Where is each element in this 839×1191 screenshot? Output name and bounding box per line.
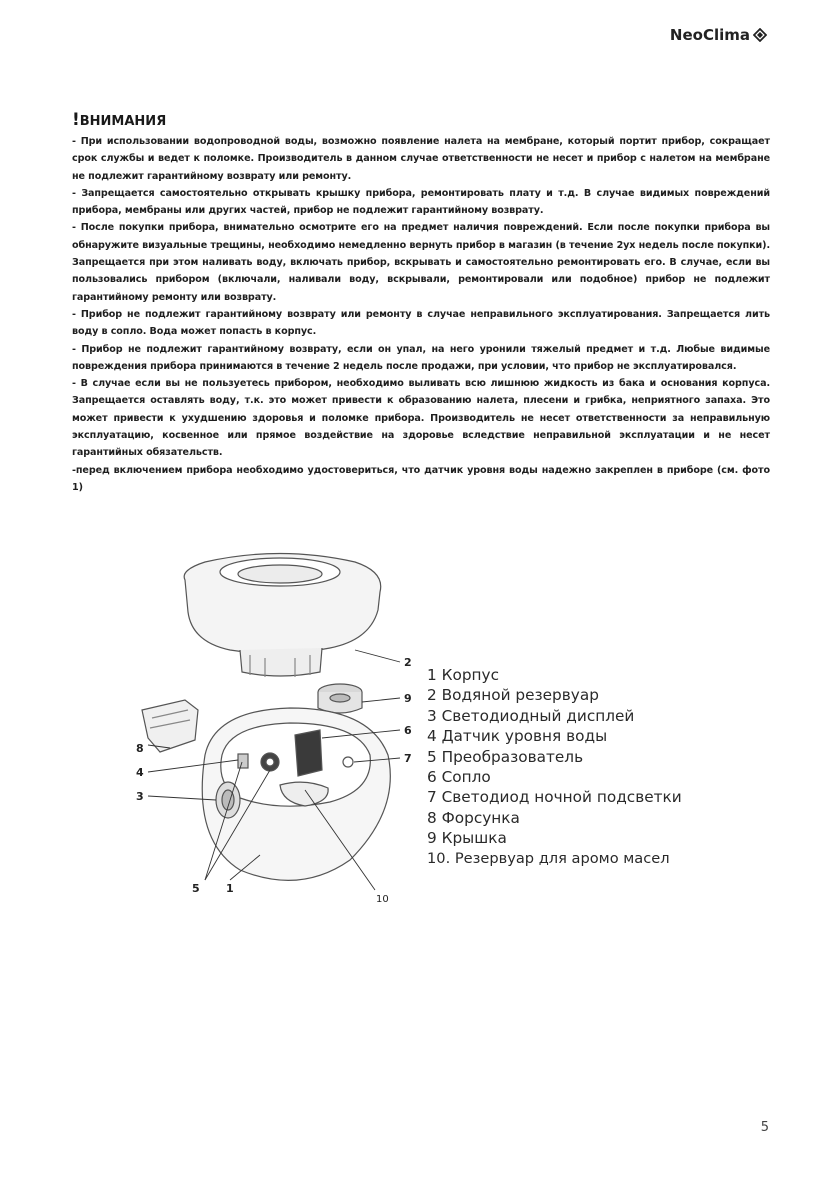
water-tank-drawing <box>184 554 381 678</box>
warning-notice <box>72 112 770 496</box>
callout-8: 8 <box>136 742 144 755</box>
diamond-arrows-icon <box>753 28 767 42</box>
notice-paragraph: - Прибор не подлежит гарантийному возврату или ремонту в случае неправильного эксплуатирования. Запрещается лить воду в сопло. Вода может попасть в корпус. <box>72 308 770 338</box>
brand-logo <box>670 26 767 44</box>
legend-item: 8 Форсунка <box>427 808 520 827</box>
notice-paragraph: - После покупки прибора, внимательно осмотрите его на предмет наличия повреждений. Если после покупки прибора вы обнаружите визуальные трещины, необходимо немедленно вернуть прибор в магазин (в течение 2ух недель после покупки). Запрещается при этом наливать воду, включать прибор, вскрывать и самостоятельно ремонтировать его. В случае, если вы пользовались прибором (включали, наливали воду, вскрывали, ремонтировали или подобное) прибор не подлежит гарантийному ремонту или возврату. <box>72 222 770 303</box>
parts-legend <box>427 665 747 869</box>
notice-paragraph: - Запрещается самостоятельно открывать крышку прибора, ремонтировать плату и т.д. В случае видимых повреждений прибора, мембраны или других частей, прибор не подлежит гарантийному возврату. <box>72 187 770 217</box>
humidifier-exploded-diagram <box>130 540 430 910</box>
legend-item: 10. Резервуар для аромо масел <box>427 849 670 867</box>
callout-10: 10 <box>376 894 389 905</box>
notice-paragraph: - Прибор не подлежит гарантийному возврату, если он упал, на него уронили тяжелый предмет и т.д. Любые видимые повреждения прибора принимаются в течение 2 недель после продажи, при условии, что прибор не эксплуатировался. <box>72 343 770 372</box>
legend-item: 9 Крышка <box>427 829 507 848</box>
legend-item: 6 Сопло <box>427 768 491 787</box>
callout-5: 5 <box>192 882 200 895</box>
legend-item: 1 Корпус <box>427 666 499 684</box>
callout-1: 1 <box>226 882 234 895</box>
legend-item: 4 Датчик уровня воды <box>427 727 608 746</box>
callout-7: 7 <box>404 752 412 765</box>
cap-drawing <box>318 684 362 713</box>
legend-item: 7 Светодиод ночной подсветки <box>427 788 682 807</box>
legend-item: 2 Водяной резервуар <box>427 686 599 705</box>
brand-name: NeoClima <box>669 26 750 44</box>
legend-item: 5 Преобразователь <box>427 747 584 766</box>
nozzle-drawing <box>142 700 198 752</box>
legend-item: 3 Светодиодный дисплей <box>427 706 635 725</box>
page-number: 5 <box>760 1120 769 1135</box>
callout-3: 3 <box>136 790 144 803</box>
notice-paragraph: - В случае если вы не пользуетесь прибором, необходимо выливать всю лишнюю жидкость из бака и основания корпуса. Запрещается оставлять воду, т.к. это может привести к образованию налета, плесени и грибка, неприятного запаха. Это может привести к ухудшению здоровья и поломке прибора. Производитель не несет ответственности за неправильную эксплуатацию, косвенное или прямое воздействие на здоровье вследствие неправильной эксплуатации и не несет гарантийных обязательств. <box>72 378 770 459</box>
notice-title-text: ВНИМАНИЯ <box>79 114 167 129</box>
callout-4: 4 <box>136 766 144 779</box>
callout-2: 2 <box>404 656 412 669</box>
notice-paragraph: -перед включением прибора необходимо удостовериться, что датчик уровня воды надежно закреплен в приборе (см. фото 1) <box>72 464 770 493</box>
exclamation-mark: ! <box>72 110 80 130</box>
notice-title <box>72 112 770 130</box>
callout-9: 9 <box>404 692 412 705</box>
notice-paragraph: - При использовании водопроводной воды, возможно появление налета на мембране, который портит прибор, сокращает срок службы и ведет к поломке. Производитель в данном случае ответственности не несет и прибор с налетом на мембране не подлежит гарантийному возврату или ремонту. <box>72 136 770 182</box>
callout-6: 6 <box>404 724 412 737</box>
